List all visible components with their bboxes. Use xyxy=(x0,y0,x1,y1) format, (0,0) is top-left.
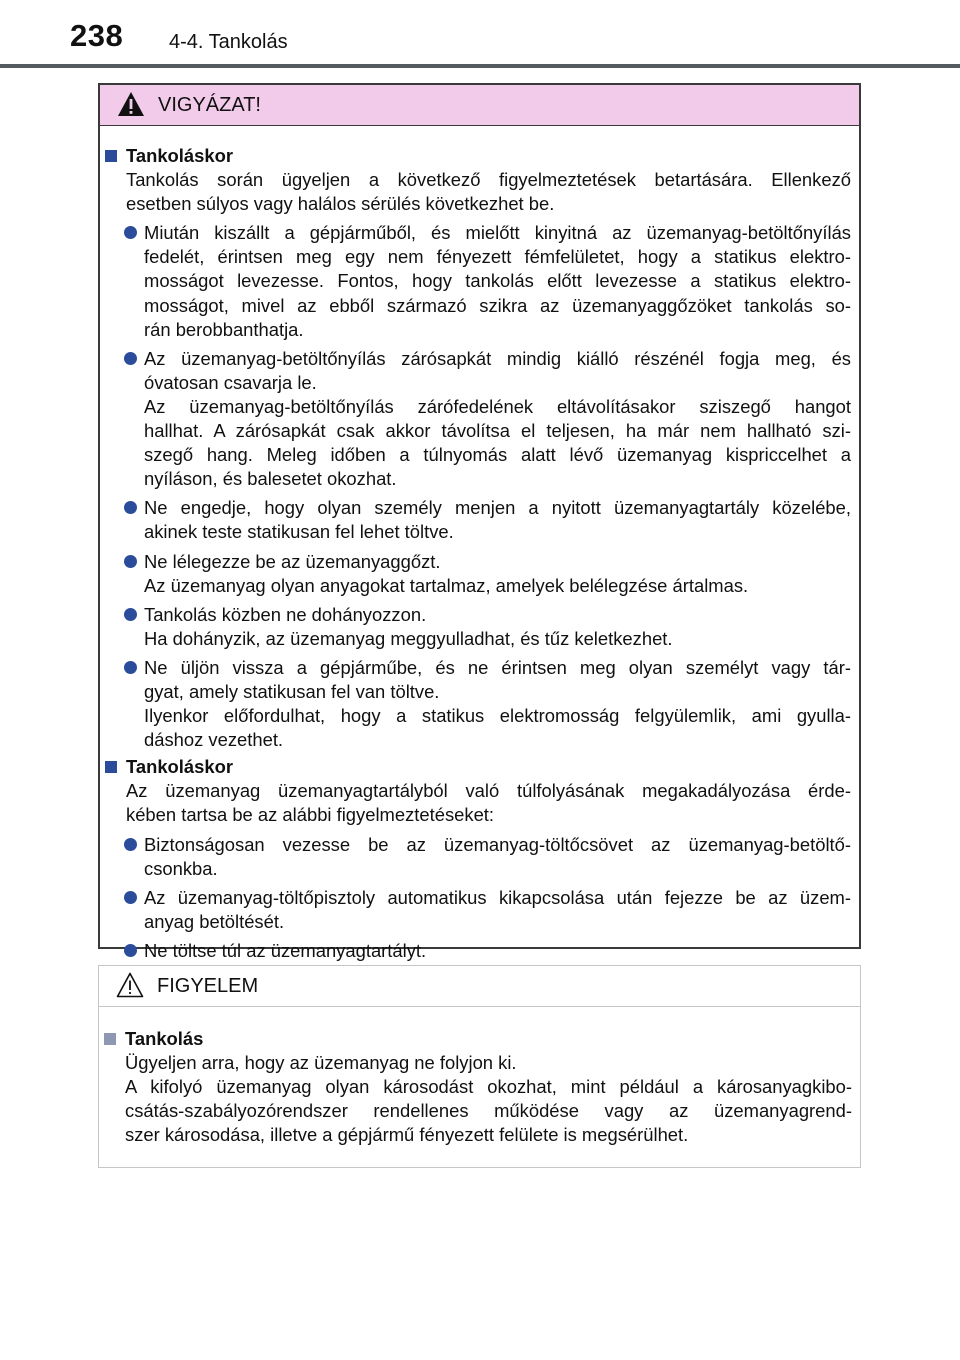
section-title: 4-4. Tankolás xyxy=(169,31,288,53)
bullet-line: hallhat. A zárósapkát csak akkor távolítsa el teljesen, ha már nem hallható szi- xyxy=(144,420,851,442)
bullet-dot-icon xyxy=(124,608,137,621)
bullet-item xyxy=(104,939,851,963)
square-bullet-icon xyxy=(105,761,117,773)
page-number: 238 xyxy=(70,18,124,53)
bullet-line: dáshoz vezethet. xyxy=(144,729,284,751)
bullet-line: Miután kiszállt a gépjárműből, és mielőtt kinyitná az üzemanyag-betöltőnyílás xyxy=(144,222,851,244)
bullet-line: fedelét, érintsen meg egy nem fényezett fémfelületet, hogy a statikus elektro- xyxy=(144,246,851,268)
bullet-line: rán berobbanthatja. xyxy=(144,318,304,340)
warning-box xyxy=(98,83,861,961)
bullet-line: Ilyenkor előfordulhat, hogy a statikus elektromosság felgyülemlik, ami gyulla- xyxy=(144,705,851,727)
caution-text xyxy=(103,1051,852,1147)
bullet-line: Ha dohányzik, az üzemanyag meggyulladhat, és tűz keletkezhet. xyxy=(144,627,673,649)
bullet-item xyxy=(104,886,851,934)
intro-line: Tankolás során ügyeljen a következő figyelmeztetések betartására. Ellenkező xyxy=(126,169,851,191)
bullet-line: Biztonságosan vezesse be az üzemanyag-töltőcsövet az üzemanyag-betöltő- xyxy=(144,833,851,855)
warning-triangle-filled-icon xyxy=(116,90,146,118)
bullet-line: akinek teste statikusan fel lehet töltve. xyxy=(144,521,454,543)
caution-body xyxy=(99,1007,860,1147)
section-intro xyxy=(104,168,851,216)
section-intro xyxy=(104,779,851,827)
bullet-dot-icon xyxy=(124,891,137,904)
bullet-line: Tankolás közben ne dohányozzon. xyxy=(144,603,427,625)
warning-body xyxy=(100,126,859,963)
bullet-line: nyíláson, és balesetet okozhat. xyxy=(144,468,397,490)
bullet-item xyxy=(104,603,851,651)
bullet-item xyxy=(104,496,851,544)
intro-line: esetben súlyos vagy halálos sérülés következhet be. xyxy=(126,193,555,215)
bullet-dot-icon xyxy=(124,501,137,514)
bullet-dot-icon xyxy=(124,838,137,851)
intro-line: kében tartsa be az alábbi figyelmeztetéseket: xyxy=(126,804,495,826)
caution-line: csátás-szabályozórendszer rendellenes működése vagy az üzemanyagrend- xyxy=(125,1100,852,1122)
section-heading xyxy=(103,1027,852,1051)
bullet-item xyxy=(104,347,851,492)
bullet-line: szegő hang. Meleg időben a túlnyomás alatt lévő üzemanyag kispriccelhet a xyxy=(144,444,851,466)
caution-box xyxy=(98,965,861,1168)
bullet-line: Ne töltse túl az üzemanyagtartályt. xyxy=(144,939,427,961)
caution-title: FIGYELEM xyxy=(157,975,259,997)
bullet-dot-icon xyxy=(124,944,137,957)
bullet-line: mosságot levezesse. Fontos, hogy tankolás előtt levezesse a statikus elektro- xyxy=(144,270,851,292)
bullet-dot-icon xyxy=(124,555,137,568)
section-heading-text: Tankolás xyxy=(125,1028,204,1049)
bullet-item xyxy=(104,550,851,598)
bullet-item xyxy=(104,221,851,341)
page-header xyxy=(0,0,960,70)
bullet-dot-icon xyxy=(124,226,137,239)
section-heading xyxy=(104,755,851,779)
bullet-line: Az üzemanyag-betöltőnyílás zárófedelének eltávolításakor sziszegő hangot xyxy=(144,395,851,417)
bullet-line: Az üzemanyag-betöltőnyílás zárósapkát mindig kiálló részénél fogja meg, és xyxy=(144,347,851,369)
bullet-dot-icon xyxy=(124,352,137,365)
bullet-line: gyat, amely statikusan fel van töltve. xyxy=(144,680,440,702)
bullet-item xyxy=(104,656,851,752)
bullet-line: csonkba. xyxy=(144,857,218,879)
caution-box-header xyxy=(99,966,860,1007)
square-bullet-icon xyxy=(105,150,117,162)
warning-box-header xyxy=(100,85,859,126)
header-divider xyxy=(0,64,960,68)
bullet-item xyxy=(104,833,851,881)
bullet-dot-icon xyxy=(124,661,137,674)
bullet-line: Ne engedje, hogy olyan személy menjen a nyitott üzemanyagtartály közelébe, xyxy=(144,497,851,519)
section-heading-text: Tankoláskor xyxy=(126,756,233,778)
caution-line: A kifolyó üzemanyag olyan károsodást okozhat, mint például a károsanyagkibo- xyxy=(125,1076,852,1098)
caution-line: szer károsodása, illetve a gépjármű fényezett felülete is megsérülhet. xyxy=(125,1124,689,1146)
bullet-line: Ne lélegezze be az üzemanyaggőzt. xyxy=(144,550,441,572)
bullet-line: Az üzemanyag-töltőpisztoly automatikus kikapcsolása után fejezze be az üzem- xyxy=(144,886,851,908)
bullet-line: óvatosan csavarja le. xyxy=(144,371,317,393)
intro-line: Az üzemanyag üzemanyagtartályból való túlfolyásának megakadályozása érde- xyxy=(126,780,851,802)
section-heading-text: Tankoláskor xyxy=(126,145,233,166)
square-bullet-icon xyxy=(104,1033,116,1045)
bullet-line: mosságot, mivel az ebből származó szikra az üzemanyaggőzöket tankolás so- xyxy=(144,294,851,316)
caution-line: Ügyeljen arra, hogy az üzemanyag ne folyjon ki. xyxy=(125,1052,517,1074)
section-heading xyxy=(104,144,851,168)
warning-title: VIGYÁZAT! xyxy=(158,94,261,116)
warning-triangle-outline-icon xyxy=(115,971,145,999)
bullet-line: Az üzemanyag olyan anyagokat tartalmaz, amelyek belélegzése ártalmas. xyxy=(144,574,749,596)
bullet-line: Ne üljön vissza a gépjárműbe, és ne érintsen meg olyan személyt vagy tár- xyxy=(144,656,851,678)
bullet-line: anyag betöltését. xyxy=(144,910,285,932)
